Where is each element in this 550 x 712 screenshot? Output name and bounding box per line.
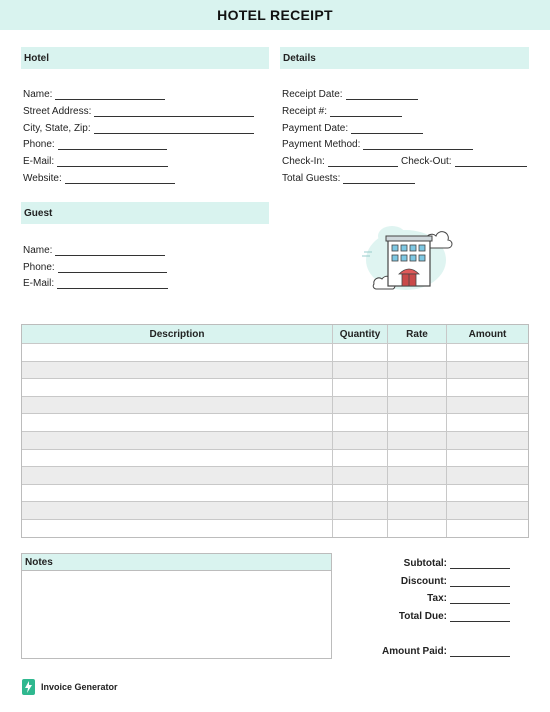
cell-rate[interactable] — [387, 502, 446, 519]
brand-footer[interactable] — [22, 679, 118, 695]
guest-phone-field[interactable] — [23, 259, 167, 273]
cell-quantity[interactable] — [332, 520, 387, 537]
table-row[interactable] — [22, 343, 528, 361]
invoice-generator-logo-icon — [22, 679, 35, 695]
subtotal-field[interactable] — [350, 555, 510, 569]
tax-line[interactable] — [450, 594, 510, 604]
hotel-city-field[interactable] — [23, 120, 254, 134]
hotel-section-heading: Hotel — [21, 47, 269, 69]
cell-quantity[interactable] — [332, 432, 387, 449]
guest-email-field[interactable] — [23, 275, 168, 289]
hotel-website-label: Website: — [23, 173, 62, 184]
total-guests-label: Total Guests: — [282, 173, 341, 184]
column-rate: Rate — [387, 325, 446, 343]
cell-quantity[interactable] — [332, 502, 387, 519]
hotel-street-field[interactable] — [23, 103, 254, 117]
guest-email-label: E-Mail: — [23, 278, 55, 289]
cell-amount[interactable] — [446, 414, 528, 431]
receipt-date-line[interactable] — [346, 90, 418, 100]
cell-rate[interactable] — [387, 362, 446, 379]
cell-description[interactable] — [22, 379, 332, 396]
table-row[interactable] — [22, 501, 528, 519]
payment-date-label: Payment Date: — [282, 123, 349, 134]
payment-date-line[interactable] — [351, 124, 423, 134]
details-section-heading: Details — [280, 47, 529, 69]
items-table — [21, 324, 529, 538]
table-row[interactable] — [22, 484, 528, 502]
column-quantity: Quantity — [332, 325, 387, 343]
total-guests-field[interactable] — [282, 170, 415, 184]
column-amount: Amount — [446, 325, 528, 343]
guest-name-field[interactable] — [23, 242, 165, 256]
cell-rate[interactable] — [387, 397, 446, 414]
cell-description[interactable] — [22, 467, 332, 484]
page-title: HOTEL RECEIPT — [217, 7, 333, 23]
items-table-header — [22, 325, 528, 343]
receipt-number-line[interactable] — [330, 107, 402, 117]
hotel-street-label: Street Address: — [23, 106, 92, 117]
cell-quantity[interactable] — [332, 379, 387, 396]
guest-phone-label: Phone: — [23, 262, 55, 273]
cell-amount[interactable] — [446, 485, 528, 502]
cell-quantity[interactable] — [332, 397, 387, 414]
receipt-date-label: Receipt Date: — [282, 89, 343, 100]
payment-method-field[interactable] — [282, 136, 473, 150]
cell-amount[interactable] — [446, 379, 528, 396]
cell-amount[interactable] — [446, 362, 528, 379]
cell-description[interactable] — [22, 414, 332, 431]
hotel-website-line[interactable] — [65, 174, 175, 184]
brand-name: Invoice Generator — [41, 682, 118, 692]
cell-rate[interactable] — [387, 414, 446, 431]
check-out-field[interactable] — [401, 153, 527, 167]
payment-method-label: Payment Method: — [282, 139, 361, 150]
guest-email-line[interactable] — [57, 279, 168, 289]
hotel-city-label: City, State, Zip: — [23, 123, 91, 134]
cell-quantity[interactable] — [332, 450, 387, 467]
hotel-building-icon — [356, 214, 456, 294]
cell-description[interactable] — [22, 432, 332, 449]
hotel-website-field[interactable] — [23, 170, 175, 184]
hotel-phone-field[interactable] — [23, 136, 167, 150]
cell-description[interactable] — [22, 502, 332, 519]
amount-paid-line[interactable] — [450, 647, 510, 657]
cell-rate[interactable] — [387, 450, 446, 467]
cell-quantity[interactable] — [332, 344, 387, 361]
hotel-name-field[interactable] — [23, 86, 165, 100]
discount-label: Discount: — [400, 576, 447, 587]
amount-paid-label: Amount Paid: — [382, 646, 447, 657]
hotel-street-line[interactable] — [94, 107, 254, 117]
check-out-label: Check-Out: — [401, 156, 452, 167]
cell-description[interactable] — [22, 450, 332, 467]
cell-amount[interactable] — [446, 344, 528, 361]
total-guests-line[interactable] — [343, 174, 415, 184]
guest-phone-line[interactable] — [58, 263, 167, 273]
table-row[interactable] — [22, 396, 528, 414]
hotel-phone-label: Phone: — [23, 139, 55, 150]
guest-section-heading: Guest — [21, 202, 269, 224]
total-due-line[interactable] — [450, 612, 510, 622]
table-row[interactable] — [22, 413, 528, 431]
hotel-city-line[interactable] — [94, 124, 254, 134]
table-row[interactable] — [22, 519, 528, 537]
guest-name-line[interactable] — [55, 246, 165, 256]
cell-quantity[interactable] — [332, 414, 387, 431]
notes-box[interactable] — [21, 553, 332, 659]
cell-quantity[interactable] — [332, 362, 387, 379]
subtotal-label: Subtotal: — [403, 558, 447, 569]
cell-description[interactable] — [22, 344, 332, 361]
check-in-line[interactable] — [328, 157, 398, 167]
check-in-field[interactable] — [282, 153, 398, 167]
hotel-email-line[interactable] — [57, 157, 168, 167]
cell-quantity[interactable] — [332, 485, 387, 502]
table-row[interactable] — [22, 361, 528, 379]
cell-description[interactable] — [22, 485, 332, 502]
cell-rate[interactable] — [387, 520, 446, 537]
title-bar — [0, 0, 550, 30]
hotel-email-label: E-Mail: — [23, 156, 55, 167]
hotel-name-label: Name: — [23, 89, 53, 100]
cell-quantity[interactable] — [332, 467, 387, 484]
receipt-number-label: Receipt #: — [282, 106, 328, 117]
tax-field[interactable] — [350, 590, 510, 604]
items-table-body — [22, 343, 528, 537]
tax-label: Tax: — [427, 593, 447, 604]
cell-amount[interactable] — [446, 502, 528, 519]
hotel-phone-line[interactable] — [58, 140, 167, 150]
table-row[interactable] — [22, 466, 528, 484]
table-row[interactable] — [22, 431, 528, 449]
hotel-name-line[interactable] — [55, 90, 165, 100]
guest-name-label: Name: — [23, 245, 53, 256]
hotel-email-field[interactable] — [23, 153, 168, 167]
cell-amount[interactable] — [446, 467, 528, 484]
discount-line[interactable] — [450, 577, 510, 587]
check-in-label: Check-In: — [282, 156, 325, 167]
cell-rate[interactable] — [387, 467, 446, 484]
notes-heading: Notes — [22, 554, 331, 571]
cell-description[interactable] — [22, 520, 332, 537]
cell-amount[interactable] — [446, 432, 528, 449]
total-due-field[interactable] — [350, 608, 510, 622]
column-description: Description — [149, 328, 205, 340]
cell-rate[interactable] — [387, 485, 446, 502]
receipt-number-field[interactable] — [282, 103, 402, 117]
total-due-label: Total Due: — [398, 611, 447, 622]
payment-method-line[interactable] — [363, 140, 473, 150]
cell-rate[interactable] — [387, 432, 446, 449]
cell-amount[interactable] — [446, 397, 528, 414]
subtotal-line[interactable] — [450, 559, 510, 569]
check-out-line[interactable] — [455, 157, 527, 167]
cell-description[interactable] — [22, 397, 332, 414]
discount-field[interactable] — [350, 573, 510, 587]
table-row[interactable] — [22, 378, 528, 396]
cell-description[interactable] — [22, 362, 332, 379]
cell-amount[interactable] — [446, 450, 528, 467]
payment-date-field[interactable] — [282, 120, 423, 134]
cell-rate[interactable] — [387, 379, 446, 396]
cell-rate[interactable] — [387, 344, 446, 361]
amount-paid-field[interactable] — [350, 643, 510, 657]
cell-amount[interactable] — [446, 520, 528, 537]
table-row[interactable] — [22, 449, 528, 467]
receipt-date-field[interactable] — [282, 86, 418, 100]
